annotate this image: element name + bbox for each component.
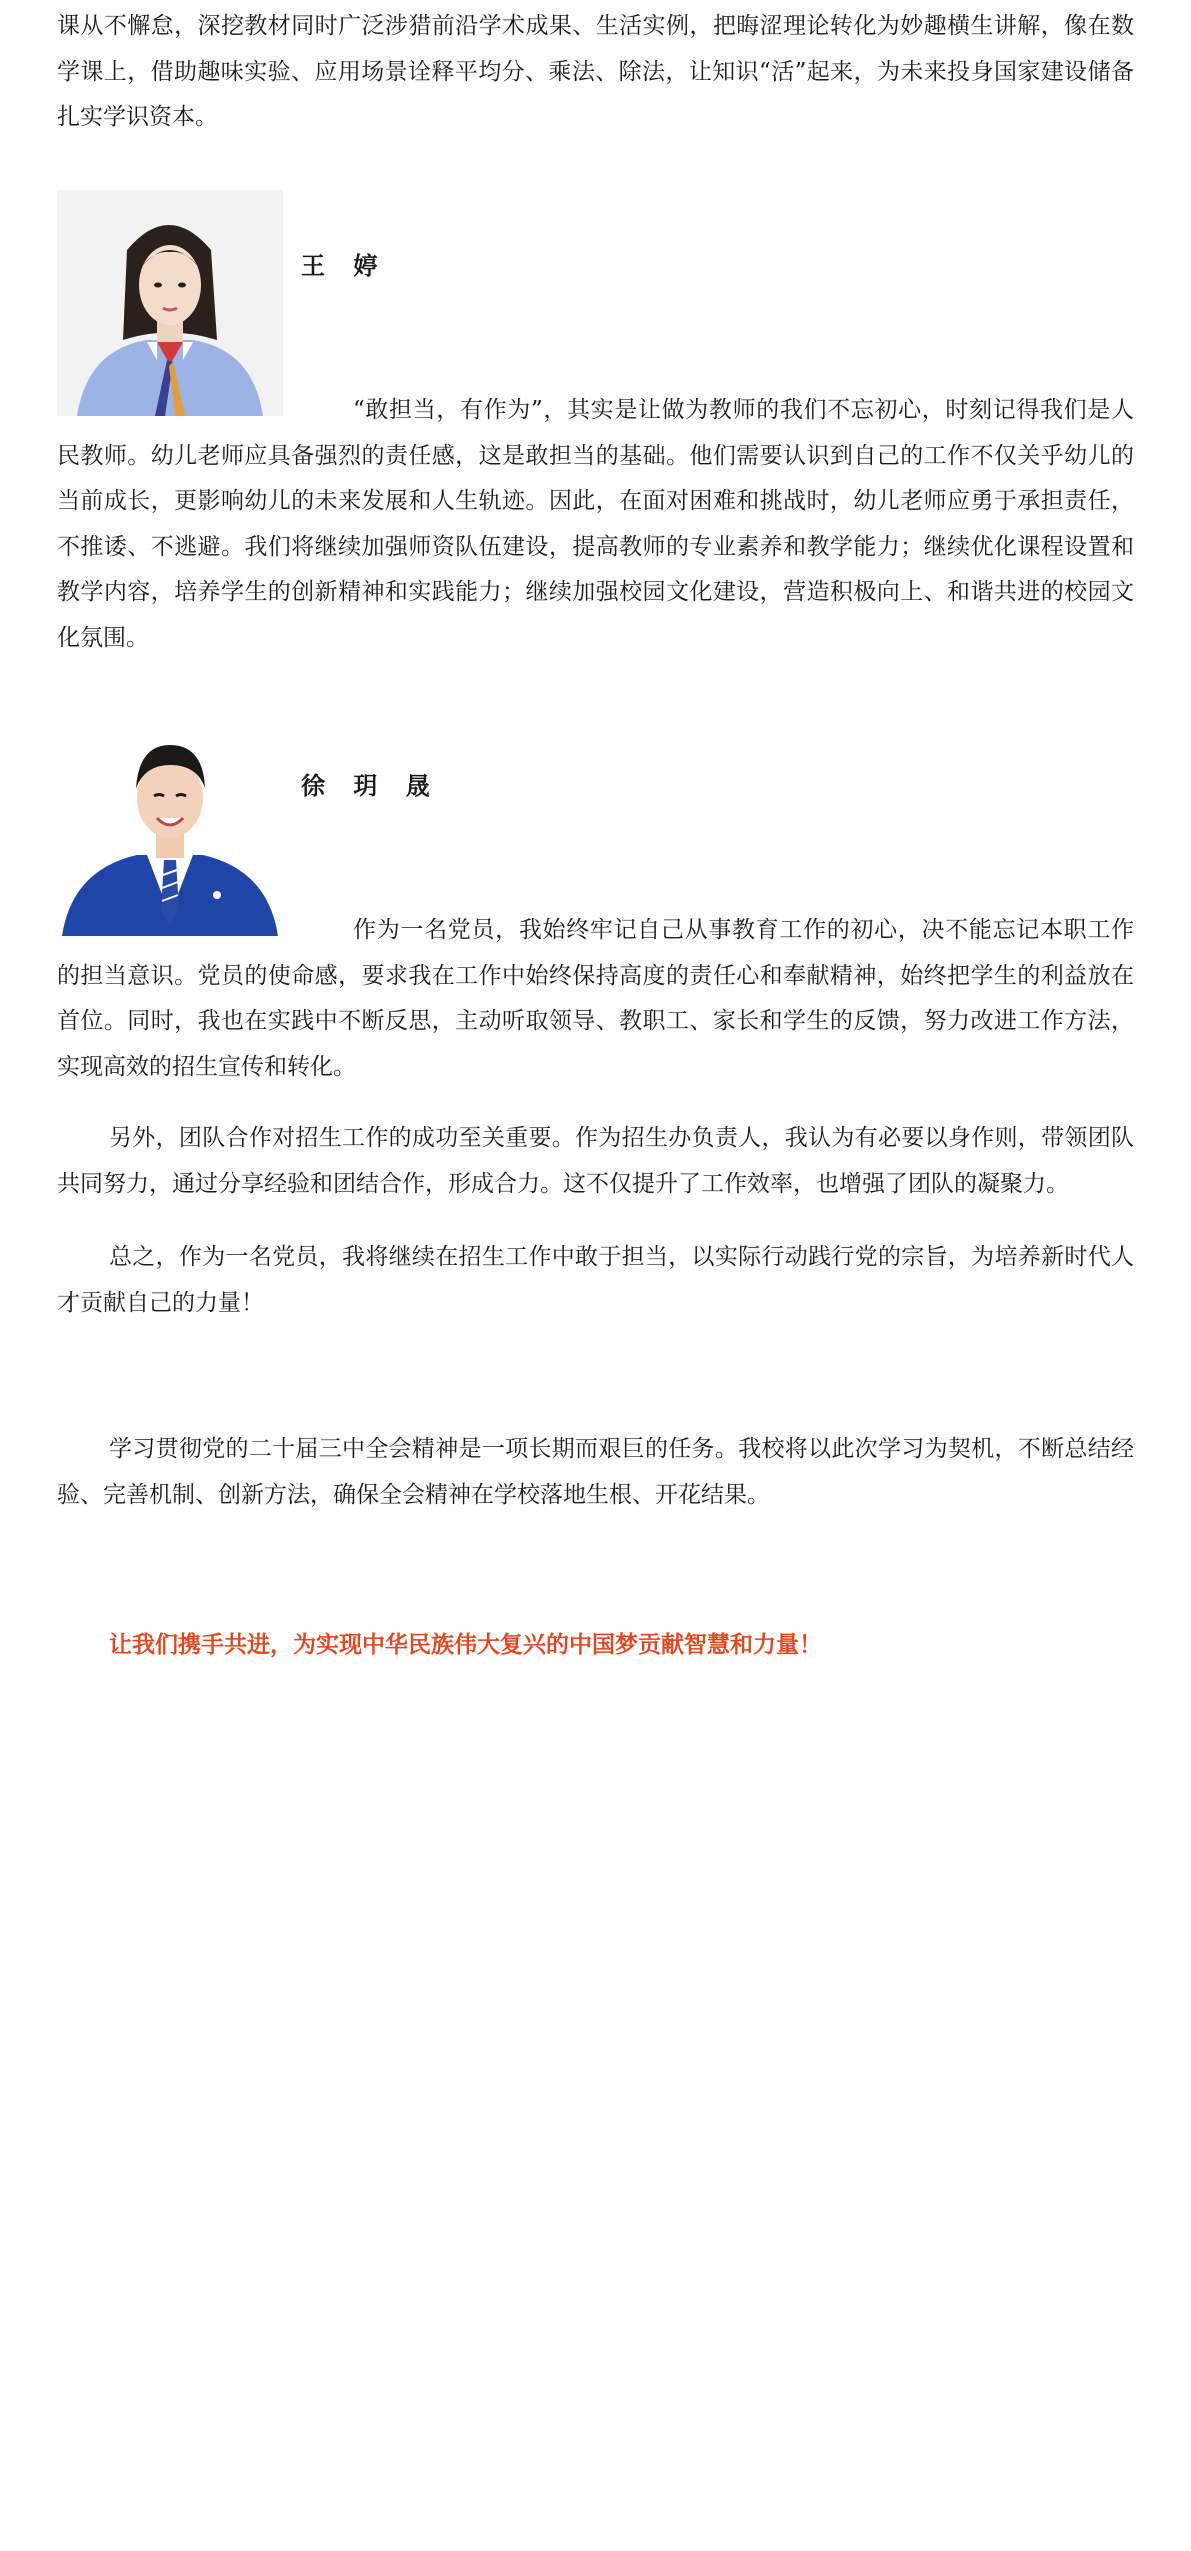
intro-paragraph: 课从不懈怠，深挖教材同时广泛涉猎前沿学术成果、生活实例，把晦涩理论转化为妙趣横生讲解，像在数学课上，借助趣味实验、应用场景诠释平均分、乘法、除法，让知识“活”起来，为未来投身国家建设储备扎实学识资本。: [57, 13, 1134, 130]
profile-paragraph: “敢担当，有作为”，其实是让做为教师的我们不忘初心，时刻记得我们是人民教师。幼儿老师应具备强烈的责任感，这是敢担当的基础。他们需要认识到自己的工作不仅关乎幼儿的当前成长，更影响幼儿的未来发展和人生轨迹。因此，在面对困难和挑战时，幼儿老师应勇于承担责任，不推诿、不逃避。我们将继续加强师资队伍建设，提高教师的专业素养和教学能力；继续优化课程设置和教学内容，培养学生的创新精神和实践能力；继续加强校园文化建设，营造积极向上、和谐共进的校园文化氛围。: [57, 397, 1134, 651]
profile-wang-ting: [57, 190, 1134, 416]
profile-xu-yuesheng: [57, 710, 1134, 936]
conclusion-paragraph: 学习贯彻党的二十届三中全会精神是一项长期而艰巨的任务。我校将以此次学习为契机，不断总结经验、完善机制、创新方法，确保全会精神在学校落地生根、开花结果。: [57, 1436, 1134, 1508]
profile-paragraph: 总之，作为一名党员，我将继续在招生工作中敢于担当，以实际行动践行党的宗旨，为培养新时代人才贡献自己的力量！: [57, 1244, 1134, 1316]
profile-name: 王 婷: [301, 252, 388, 280]
portrait-photo-wang-ting: [57, 190, 283, 416]
profile-paragraph: 另外，团队合作对招生工作的成功至关重要。作为招生办负责人，我认为有必要以身作则，带领团队共同努力，通过分享经验和团结合作，形成合力。这不仅提升了工作效率，也增强了团队的凝聚力。: [57, 1125, 1134, 1197]
profile-name: 徐 玥 晟: [301, 772, 440, 800]
portrait-man-icon: [57, 710, 283, 936]
portrait-woman-icon: [57, 190, 283, 416]
profile-paragraph: 作为一名党员，我始终牢记自己从事教育工作的初心，决不能忘记本职工作的担当意识。党员的使命感，要求我在工作中始终保持高度的责任心和奉献精神，始终把学生的利益放在首位。同时，我也在实践中不断反思，主动听取领导、教职工、家长和学生的反馈，努力改进工作方法，实现高效的招生宣传和转化。: [57, 917, 1134, 1080]
closing-slogan: 让我们携手共进，为实现中华民族伟大复兴的中国梦贡献智慧和力量！: [109, 1631, 822, 1658]
portrait-photo-xu-yuesheng: [57, 710, 283, 936]
